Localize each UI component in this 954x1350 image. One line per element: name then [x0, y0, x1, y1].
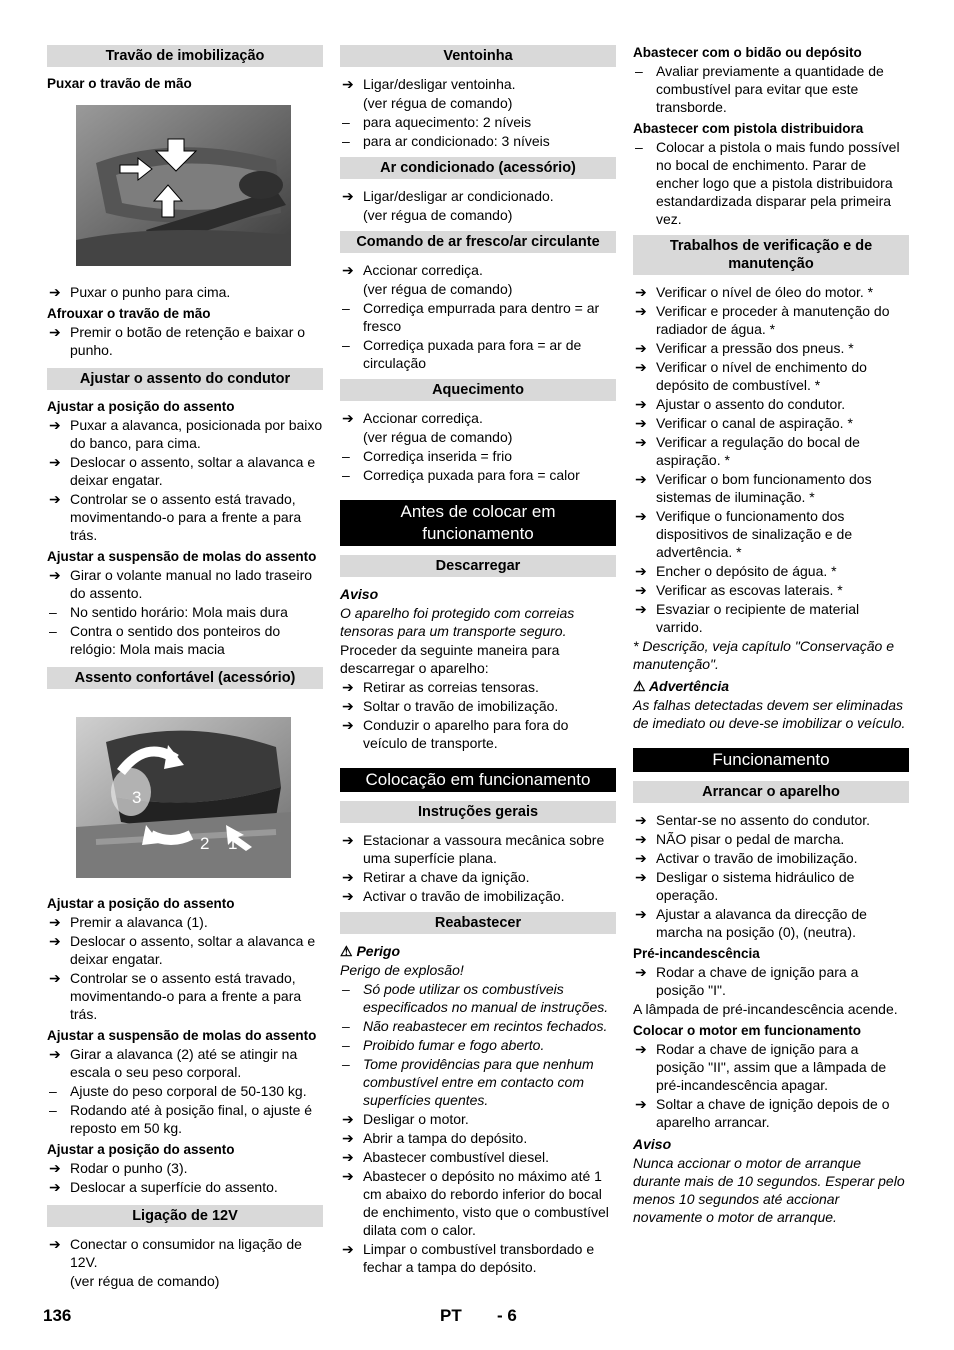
list-item: ➔ Retirar as correias tensoras.: [342, 679, 539, 695]
section-header-descarregar: Descarregar: [340, 555, 616, 577]
list-item: ➔ Ajustar a alavanca da direcção de marcha na posição (0), (neutra).: [635, 906, 867, 940]
photo-handbrake: [76, 105, 323, 271]
subheading-pre-incandescencia: Pré-incandescência: [633, 946, 760, 961]
chapter-header-antes: Antes de colocar em funcionamento: [340, 500, 616, 546]
chapter-header-funcionamento: Funcionamento: [633, 748, 909, 772]
list-item: ➔ Puxar o punho para cima.: [49, 284, 231, 300]
list-item: – Corrediça puxada para fora = ar de circulação: [342, 337, 582, 371]
danger-label: ⚠ Perigo: [340, 943, 401, 959]
sub-page-number: - 6: [497, 1306, 517, 1325]
subheading-suspensao-2: Ajustar a suspensão de molas do assento: [47, 1028, 317, 1043]
subheading-bidao: Abastecer com o bidão ou depósito: [633, 45, 862, 60]
note-text: (ver régua de comando): [363, 207, 513, 223]
subheading-posicao-3: Ajustar a posição do assento: [47, 1142, 235, 1157]
column-right: [633, 44, 909, 1227]
list-item: – para aquecimento: 2 níveis: [342, 114, 532, 130]
list-item: ➔ Rodar a chave de ignição para a posição "II", assim que a lâmpada de pré-incandescência apagar.: [635, 1041, 887, 1093]
subheading-suspensao-1: Ajustar a suspensão de molas do assento: [47, 549, 317, 564]
list-item: – Contra o sentido dos ponteiros do relógio: Mola mais macia: [49, 623, 281, 657]
list-item: – Corrediça empurrada para dentro = ar fresco: [342, 300, 600, 334]
subheading-afrouxar: Afrouxar o travão de mão: [47, 306, 211, 321]
list-item: ➔ Activar o travão de imobilização.: [342, 888, 565, 904]
note-text: (ver régua de comando): [70, 1273, 220, 1289]
list-item: ➔ Premir o botão de retenção e baixar o punho.: [49, 324, 306, 358]
list-item: ➔ Girar o volante manual no lado traseiro do assento.: [49, 567, 313, 601]
danger-text: Perigo de explosão!: [340, 962, 464, 978]
subheading-posicao-1: Ajustar a posição do assento: [47, 399, 235, 414]
list-item: ➔ Verificar a regulação do bocal de aspiração. *: [635, 434, 860, 468]
subheading-posicao-2: Ajustar a posição do assento: [47, 896, 235, 911]
photo-label-3: 3: [132, 788, 142, 807]
warning-triangle-icon: ⚠: [340, 943, 353, 959]
list-item: ➔ Verificar o nível de óleo do motor. *: [635, 284, 874, 300]
list-item: ➔ Ligar/desligar ventoinha.: [342, 76, 516, 92]
list-item: ➔ Abastecer o depósito no máximo até 1 cm abaixo do rebordo inferior do bocal de enchimento, visto que o combustível dilata com o calor.: [342, 1168, 609, 1238]
subheading-motor: Colocar o motor em funcionamento: [633, 1023, 862, 1038]
list-item: ➔ Ajustar o assento do condutor.: [635, 396, 846, 412]
section-header-aquecimento: Aquecimento: [340, 379, 616, 401]
warning-triangle-icon: ⚠: [633, 678, 646, 694]
list-item: ➔ Sentar-se no assento do condutor.: [635, 812, 871, 828]
section-header-instrucoes: Instruções gerais: [340, 801, 616, 823]
list-item: ➔ Soltar a chave de ignição depois de o aparelho arrancar.: [635, 1096, 890, 1130]
notice-label: Aviso: [633, 1136, 672, 1152]
list-item: ➔ Estacionar a vassoura mecânica sobre uma superfície plana.: [342, 832, 605, 866]
list-item: ➔ Controlar se o assento está travado, movimentando-o para a frente a para trás.: [49, 491, 302, 543]
language-code: PT: [440, 1306, 462, 1325]
photo-label-1: 1: [228, 834, 238, 853]
list-item: ➔ Verificar as escovas laterais. *: [635, 582, 843, 598]
subheading-puxar-travao: Puxar o travão de mão: [47, 76, 192, 91]
list-item: ➔ Verificar e proceder à manutenção do radiador de água. *: [635, 303, 890, 337]
section-header-reabastecer: Reabastecer: [340, 912, 616, 934]
section-header-ar-condicionado: Ar condicionado (acessório): [340, 157, 616, 179]
list-item: ➔ Girar a alavanca (2) até se atingir na escala o seu peso corporal.: [49, 1046, 298, 1080]
warning-text: As falhas detectadas devem ser eliminadas de imediato ou deve-se imobilizar o veículo.: [633, 697, 906, 731]
list-item: – Colocar a pistola o mais fundo possível no bocal de enchimento. Parar de encher logo que a pistola distribuidora estandardizada disparar pela primeira vez.: [635, 139, 900, 227]
page-number: 136: [43, 1306, 72, 1325]
notice-text: Nunca accionar o motor de arranque durante mais de 10 segundos. Esperar pelo menos 10 segundos até accionar novamente o motor de arranque.: [633, 1155, 905, 1225]
list-item: ➔ NÃO pisar o pedal de marcha.: [635, 831, 845, 847]
list-item: ➔ Verificar o canal de aspiração. *: [635, 415, 853, 431]
section-header-conforto: Assento confortável (acessório): [47, 667, 323, 689]
list-item: – Avaliar previamente a quantidade de combustível para evitar que este transborde.: [635, 63, 884, 115]
notice-label: Aviso: [340, 586, 379, 602]
photo-comfort-seat: [76, 717, 323, 883]
list-item: ➔ Deslocar a superfície do assento.: [49, 1179, 278, 1195]
list-item: ➔ Abrir a tampa do depósito.: [342, 1130, 528, 1146]
list-item: ➔ Verificar a pressão dos pneus. *: [635, 340, 854, 356]
list-item: ➔ Accionar corrediça.: [342, 410, 483, 426]
section-header-assento: Ajustar o assento do condutor: [47, 368, 323, 390]
subheading-pistola: Abastecer com pistola distribuidora: [633, 121, 864, 136]
notice-text: O aparelho foi protegido com correias tensoras para um transporte seguro.: [340, 605, 575, 639]
list-item: – Tome providências para que nenhum combustível entre em contacto com superfícies quentes.: [342, 1056, 594, 1108]
list-item: ➔ Rodar o punho (3).: [49, 1160, 188, 1176]
warning-label: ⚠ Advertência: [633, 678, 730, 694]
list-item: ➔ Soltar o travão de imobilização.: [342, 698, 559, 714]
list-item: ➔ Ligar/desligar ar condicionado.: [342, 188, 554, 204]
list-item: – Ajuste do peso corporal de 50-130 kg.: [49, 1083, 307, 1099]
section-header-comando: Comando de ar fresco/ar circulante: [340, 231, 616, 253]
section-header-trabalhos: Trabalhos de verificação e de manutenção: [633, 235, 909, 275]
list-item: ➔ Esvaziar o recipiente de material varrido.: [635, 601, 860, 635]
paragraph: A lâmpada de pré-incandescência acende.: [633, 1001, 898, 1017]
list-item: ➔ Retirar a chave da ignição.: [342, 869, 530, 885]
footnote: * Descrição, veja capítulo "Conservação e manutenção".: [633, 638, 894, 672]
section-header-arrancar: Arrancar o aparelho: [633, 781, 909, 803]
list-item: – Proibido fumar e fogo aberto.: [342, 1037, 545, 1053]
list-item: ➔ Puxar a alavanca, posicionada por baixo do banco, para cima.: [49, 417, 323, 451]
list-item: ➔ Desligar o sistema hidráulico de operação.: [635, 869, 855, 903]
list-item: ➔ Verifique o funcionamento dos dispositivos de sinalização e de advertência. *: [635, 508, 853, 560]
section-header-travao: Travão de imobilização: [47, 45, 323, 67]
list-item: ➔ Verificar o nível de enchimento do depósito de combustível. *: [635, 359, 867, 393]
section-header-ventoinha: Ventoinha: [340, 45, 616, 67]
list-item: – Só pode utilizar os combustíveis especificados no manual de instruções.: [342, 981, 609, 1015]
list-item: – No sentido horário: Mola mais dura: [49, 604, 288, 620]
list-item: – Não reabastecer em recintos fechados.: [342, 1018, 608, 1034]
list-item: ➔ Verificar o bom funcionamento dos sistemas de iluminação. *: [635, 471, 872, 505]
list-item: ➔ Premir a alavanca (1).: [49, 914, 208, 930]
list-item: ➔ Controlar se o assento está travado, movimentando-o para a frente a para trás.: [49, 970, 302, 1022]
list-item: – Rodando até à posição final, o ajuste é reposto em 50 kg.: [49, 1102, 313, 1136]
list-item: ➔ Desligar o motor.: [342, 1111, 469, 1127]
list-item: ➔ Accionar corrediça.: [342, 262, 483, 278]
list-item: ➔ Rodar a chave de ignição para a posição "I".: [635, 964, 859, 998]
list-item: – Corrediça inserida = frio: [342, 448, 513, 464]
section-header-12v: Ligação de 12V: [47, 1205, 323, 1227]
paragraph: Proceder da seguinte maneira para descarregar o aparelho:: [340, 642, 560, 676]
note-text: (ver régua de comando): [363, 95, 513, 111]
list-item: ➔ Limpar o combustível transbordado e fechar a tampa do depósito.: [342, 1241, 595, 1275]
list-item: ➔ Conduzir o aparelho para fora do veículo de transporte.: [342, 717, 569, 751]
list-item: ➔ Encher o depósito de água. *: [635, 563, 837, 579]
list-item: ➔ Abastecer combustível diesel.: [342, 1149, 549, 1165]
column-left: [47, 44, 323, 1291]
list-item: ➔ Deslocar o assento, soltar a alavanca e deixar engatar.: [49, 933, 316, 967]
list-item: ➔ Deslocar o assento, soltar a alavanca e deixar engatar.: [49, 454, 316, 488]
note-text: (ver régua de comando): [363, 281, 513, 297]
list-item: ➔ Conectar o consumidor na ligação de 12V.: [49, 1236, 302, 1270]
note-text: (ver régua de comando): [363, 429, 513, 445]
list-item: – Corrediça puxada para fora = calor: [342, 467, 580, 483]
chapter-header-colocacao: Colocação em funcionamento: [340, 768, 616, 792]
photo-label-2: 2: [200, 834, 210, 853]
list-item: ➔ Activar o travão de imobilização.: [635, 850, 858, 866]
column-middle: [340, 44, 616, 1277]
list-item: – para ar condicionado: 3 níveis: [342, 133, 550, 149]
